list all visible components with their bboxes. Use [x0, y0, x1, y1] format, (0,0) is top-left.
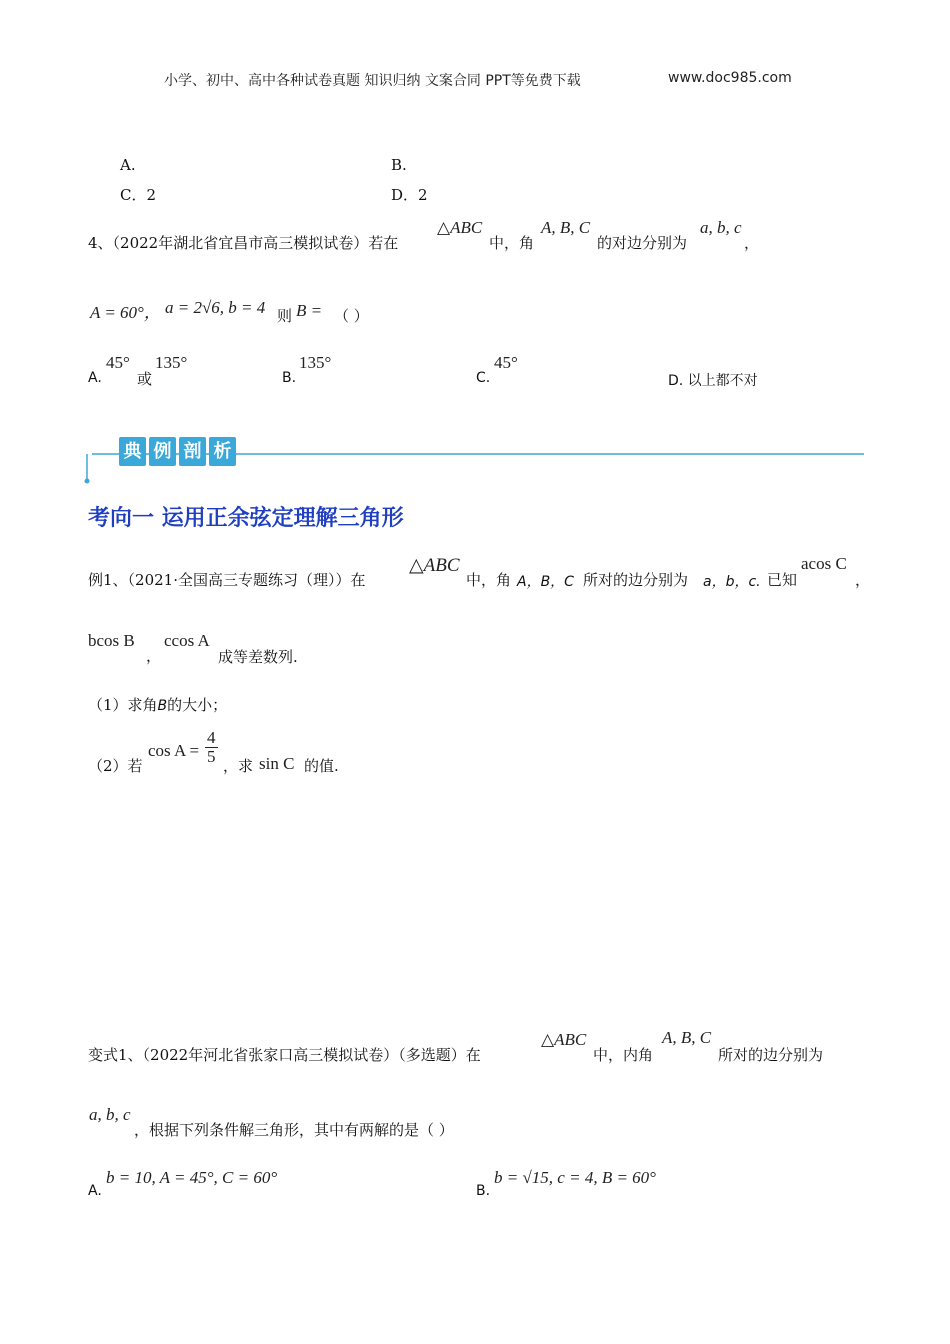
q4-option-c-value: 45° [494, 353, 518, 372]
ex1-comma: ， [855, 571, 871, 589]
q4-option-a-value2: 135° [155, 353, 188, 372]
var1-option-b-label: B. [476, 1183, 491, 1199]
q4-option-b-label: B. [282, 370, 297, 386]
var1-sides: a, b, c [89, 1105, 131, 1124]
q4-stem-mid1: 中，角 [489, 234, 535, 252]
q4-option-b-value: 135° [299, 353, 332, 372]
ex1-sides: a，b，c. [703, 574, 761, 590]
ex1-part1-tail: 的大小； [167, 696, 228, 714]
q4-option-a-label: A. [88, 370, 102, 386]
ex1-tail: 成等差数列. [218, 648, 298, 666]
q4-sides: a, b, c [700, 218, 742, 237]
ex1-mid: 中，角 [466, 571, 512, 589]
ex1-part1-text [88, 696, 227, 715]
var1-triangle: △ABC [541, 1030, 587, 1049]
q3-option-b: B. [391, 156, 407, 174]
banner-char-3: 剖 [179, 437, 206, 466]
ex1-acosc: acos C [801, 554, 847, 573]
fraction-denominator: 5 [207, 747, 216, 766]
site-header-text: 小学、初中、高中各种试卷真题 知识归纳 文案合同 PPT等免费下载 [164, 73, 581, 89]
q4-angles: A, B, C [541, 218, 591, 237]
ex1-part2-intro: （2）若 [88, 757, 143, 775]
q4-stem-mid2: 的对边分别为 [597, 234, 688, 252]
ex1-angles: A，B，C [517, 574, 574, 590]
ex1-part2-sinc: sin C [259, 754, 295, 773]
var1-mid: 中，内角 [593, 1046, 654, 1064]
q4-then: 则 [277, 307, 293, 325]
var1-angles: A, B, C [662, 1028, 712, 1047]
ex1-part2-mid: ，求 [223, 757, 254, 775]
q4-ask-b: B = [296, 301, 323, 320]
ex1-intro: 例1、（2021·全国高三专题练习（理））在 [88, 571, 366, 589]
fraction-numerator: 4 [207, 728, 216, 747]
banner-char-2: 例 [149, 437, 176, 466]
q4-option-a-value1: 45° [106, 353, 130, 372]
ex1-mid2: 所对的边分别为 [583, 571, 689, 589]
var1-option-b: b = √15, c = 4, B = 60° [494, 1168, 656, 1187]
banner-char-4: 析 [209, 437, 236, 466]
banner-char-1: 典 [119, 437, 146, 466]
q3-option-a: A. [120, 156, 136, 174]
q4-condition-ab: a = 2√6, b = 4 [165, 298, 266, 317]
ex1-part2-tail: 的值. [304, 757, 339, 775]
q4-paren: （ ） [334, 307, 369, 325]
ex1-ccosa: ccos A [164, 631, 210, 650]
q3-option-d: D．2 [391, 186, 428, 204]
q4-condition-a: A = 60°， [90, 303, 161, 322]
var1-tail: 所对的边分别为 [718, 1046, 824, 1064]
ex1-part1-b: B [157, 698, 168, 714]
ex1-known: 已知 [767, 571, 798, 589]
q4-option-c-label: C. [476, 370, 491, 386]
q3-option-c: C．2 [120, 186, 157, 204]
q4-option-a-or: 或 [137, 370, 153, 388]
q4-stem-intro: 4、（2022年湖北省宜昌市高三模拟试卷）若在 [88, 234, 399, 252]
ex1-part1-intro: （1）求角 [88, 696, 158, 714]
var1-option-a: b = 10, A = 45°, C = 60° [106, 1168, 278, 1187]
ex1-triangle: △ABC [409, 555, 460, 576]
q4-triangle: △ABC [437, 218, 483, 237]
var1-intro: 变式1、（2022年河北省张家口高三模拟试卷）（多选题）在 [88, 1046, 481, 1064]
section-title: 考向一 运用正余弦定理解三角形 [88, 506, 404, 531]
q4-option-d: D. 以上都不对 [668, 373, 758, 389]
ex1-part2-fraction [205, 729, 218, 766]
ex1-part2-cos: cos A = [148, 741, 200, 760]
ex1-bcosb: bcos B [88, 631, 135, 650]
var1-option-a-label: A. [88, 1183, 102, 1199]
q4-comma: ， [744, 234, 760, 252]
var1-line2: ，根据下列条件解三角形，其中有两解的是（ ） [134, 1121, 454, 1139]
ex1-comma2: ， [146, 647, 162, 665]
site-url-link[interactable]: www.doc985.com [668, 70, 792, 86]
